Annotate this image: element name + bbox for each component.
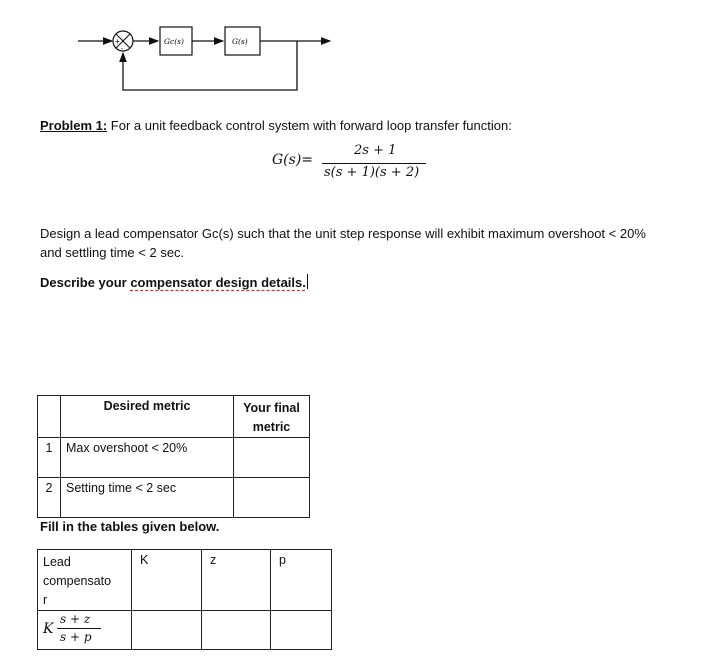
problem-statement <box>40 116 512 135</box>
header-k: K <box>132 550 202 611</box>
final-metric-input[interactable] <box>234 438 310 478</box>
tf-lhs: G(s)= <box>272 152 314 168</box>
formula-k: K <box>43 621 54 637</box>
text-cursor <box>307 274 308 289</box>
sum-minus-sign: - <box>121 46 124 53</box>
lead-compensator-label: Lead compensato r <box>38 550 132 611</box>
row-number: 1 <box>38 438 61 478</box>
metrics-table <box>37 395 310 518</box>
table-cell[interactable] <box>38 396 61 438</box>
design-text-line-2: and settling time < 2 sec. <box>40 245 185 260</box>
header-desired-metric: Desired metric <box>61 396 234 438</box>
row-number: 2 <box>38 478 61 518</box>
summing-junction <box>113 31 133 53</box>
tf-fraction-bar <box>322 163 426 164</box>
problem-heading: Problem 1: <box>40 118 108 133</box>
fill-in-instruction: Fill in the tables given below. <box>40 519 220 534</box>
header-z: z <box>202 550 271 611</box>
p-value-input[interactable] <box>271 611 332 650</box>
k-value-input[interactable] <box>132 611 202 650</box>
problem-intro: For a unit feedback control system with forward loop transfer function: <box>107 118 512 133</box>
table-row <box>38 478 310 518</box>
design-text-line-1: Design a lead compensator Gc(s) such that the unit step response will exhibit maximum overshoot < 20% <box>40 226 646 241</box>
z-value-input[interactable] <box>202 611 271 650</box>
header-p: p <box>271 550 332 611</box>
describe-line <box>40 273 308 292</box>
describe-spellcheck-text: compensator design details. <box>130 275 306 290</box>
compensator-table <box>37 549 332 650</box>
table-row <box>38 611 332 650</box>
transfer-function <box>272 143 432 185</box>
row-metric: Setting time < 2 sec <box>61 478 234 518</box>
row-metric: Max overshoot < 20% <box>61 438 234 478</box>
controller-label: Gc(s) <box>164 37 184 46</box>
table-row <box>38 396 310 438</box>
block-diagram <box>0 0 708 110</box>
final-metric-input[interactable] <box>234 478 310 518</box>
describe-prefix: Describe your <box>40 275 131 290</box>
compensator-formula <box>38 611 132 650</box>
tf-numerator: 2s + 1 <box>354 143 397 158</box>
table-row <box>38 438 310 478</box>
tf-denominator: s(s + 1)(s + 2) <box>324 165 420 180</box>
formula-numerator: s + z <box>60 612 91 626</box>
formula-denominator: s + p <box>60 630 92 644</box>
sum-plus-sign: + <box>115 37 120 46</box>
formula-fraction-bar <box>57 628 101 629</box>
header-final-metric: Your final metric <box>234 396 310 438</box>
plant-label: G(s) <box>232 37 248 46</box>
table-row <box>38 550 332 611</box>
feedback-path <box>123 41 297 90</box>
